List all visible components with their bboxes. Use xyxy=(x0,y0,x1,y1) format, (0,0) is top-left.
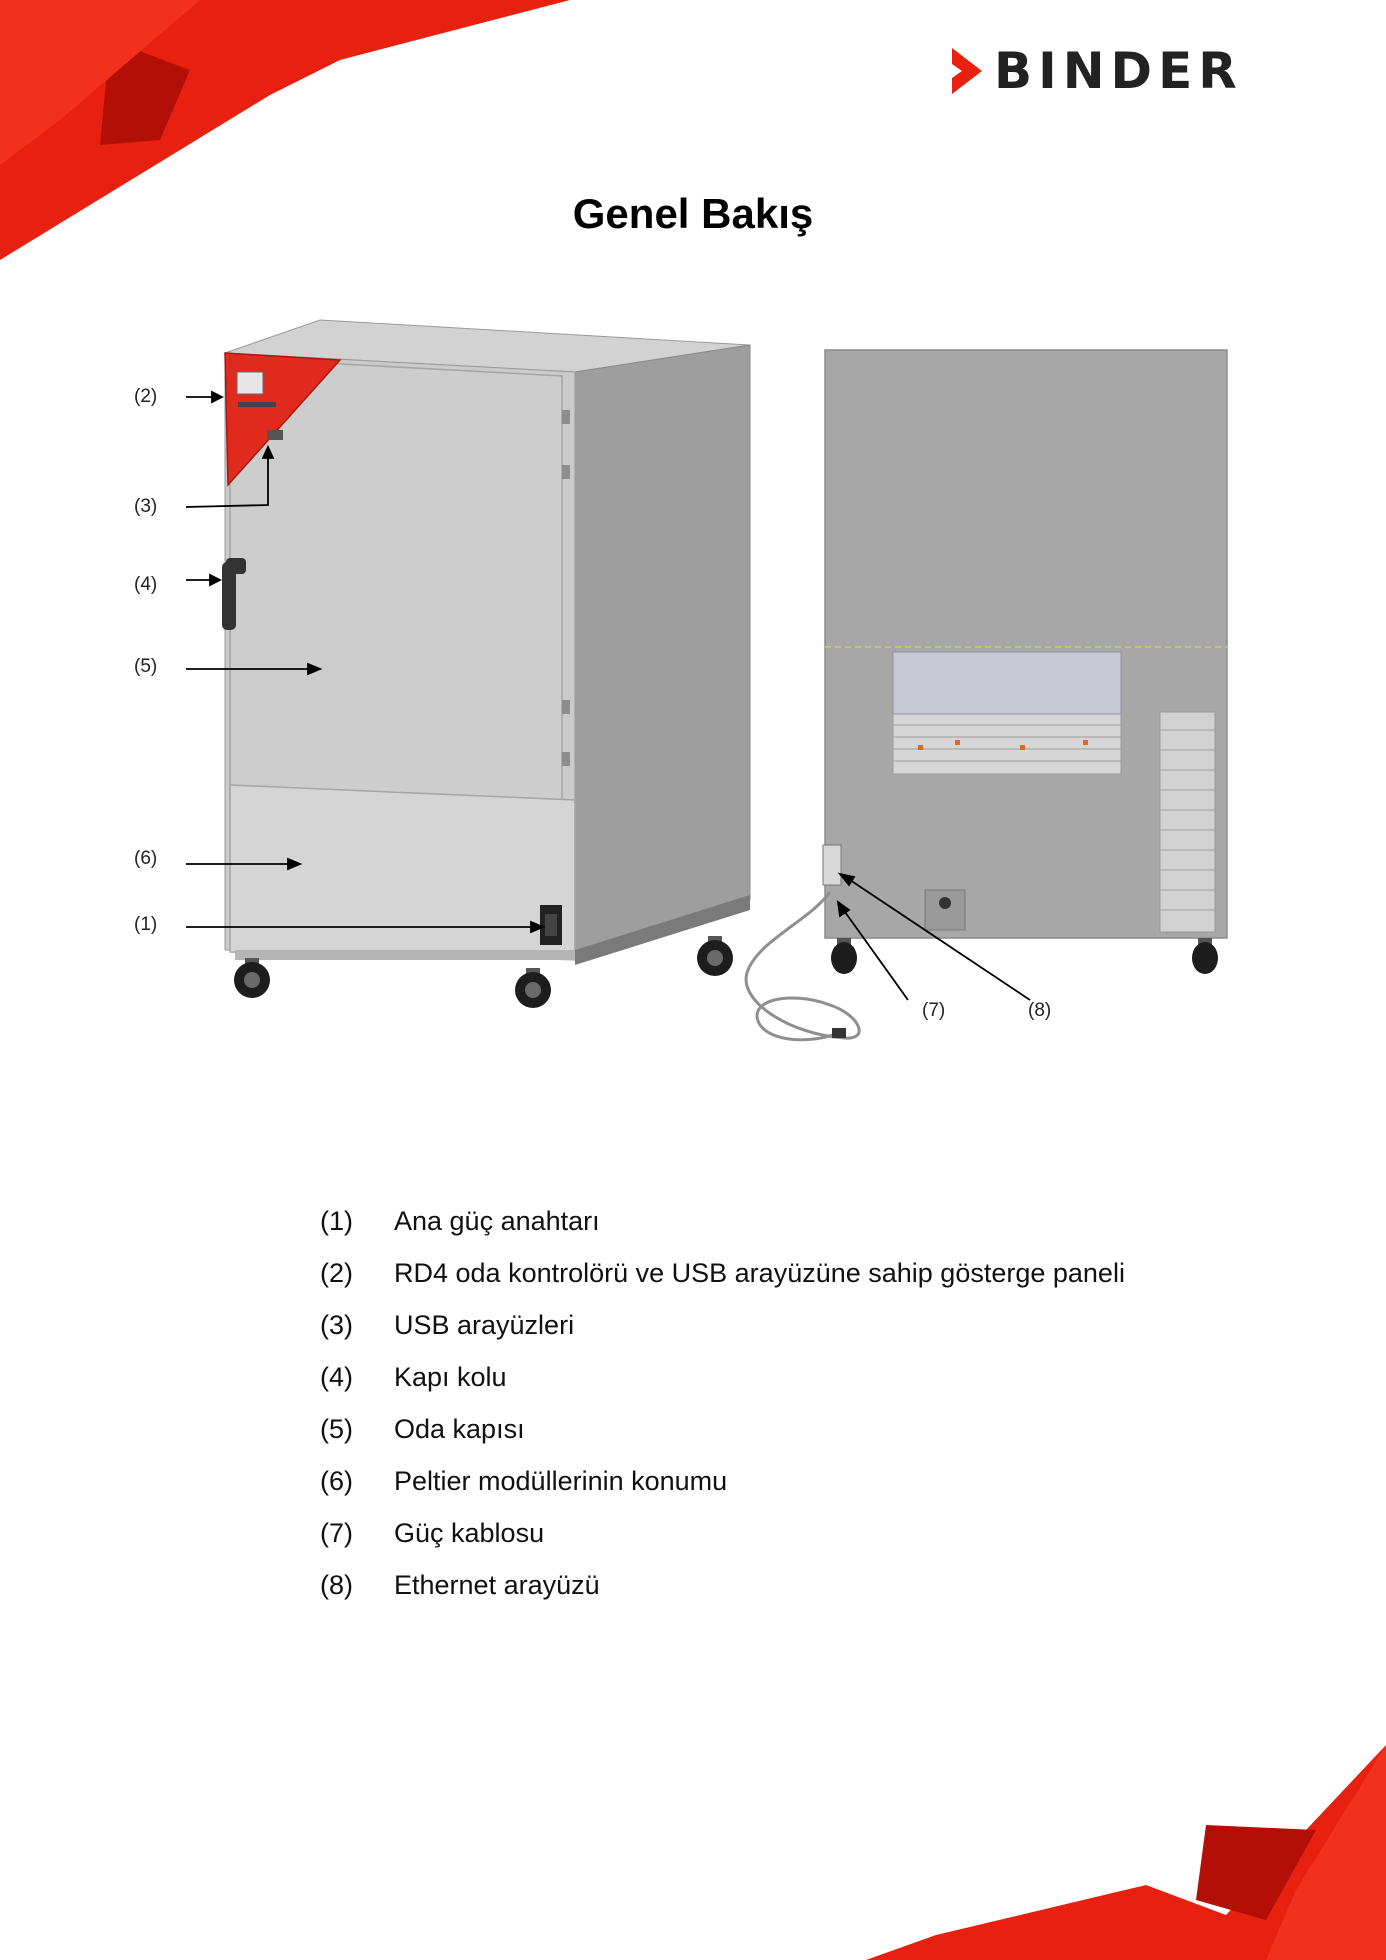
legend-text: Kapı kolu xyxy=(394,1362,507,1392)
legend-number: (7) xyxy=(320,1518,353,1548)
caster xyxy=(831,938,857,974)
legend-item xyxy=(320,1195,1220,1247)
legend-item xyxy=(320,1247,1220,1299)
bottom-right-red-corner-decoration xyxy=(866,1740,1386,1960)
legend-item xyxy=(320,1507,1220,1559)
legend-item xyxy=(320,1455,1220,1507)
legend-number: (2) xyxy=(320,1258,353,1288)
legend-text: RD4 oda kontrolörü ve USB arayüzüne sahip gösterge paneli xyxy=(394,1258,1125,1288)
legend-list xyxy=(320,1195,1220,1611)
legend-item xyxy=(320,1351,1220,1403)
front-view-unit xyxy=(222,320,750,1008)
callout-label: (8) xyxy=(1028,1000,1052,1021)
legend-number: (8) xyxy=(320,1570,353,1600)
caster xyxy=(515,968,551,1008)
callout-label: (2) xyxy=(134,386,158,407)
legend-text: Peltier modüllerinin konumu xyxy=(394,1466,728,1496)
caster xyxy=(1192,938,1218,974)
legend-item xyxy=(320,1403,1220,1455)
legend-text: Oda kapısı xyxy=(394,1414,525,1444)
caster xyxy=(234,958,270,998)
binder-logo-mark-icon xyxy=(950,48,984,94)
legend-text: Güç kablosu xyxy=(394,1518,545,1548)
binder-logo xyxy=(950,42,1243,100)
rear-view-unit xyxy=(746,350,1227,1040)
callout-label: (5) xyxy=(134,656,158,677)
callout-label: (6) xyxy=(134,848,158,869)
legend-number: (5) xyxy=(320,1414,353,1444)
callout-label: (7) xyxy=(922,1000,946,1021)
callout-label: (3) xyxy=(134,496,158,517)
callout-label: (1) xyxy=(134,914,158,935)
caster xyxy=(697,936,733,976)
page-title: Genel Bakış xyxy=(572,190,814,237)
binder-logo-text: BINDER xyxy=(994,42,1243,100)
callout-label: (4) xyxy=(134,574,158,595)
legend-text: USB arayüzleri xyxy=(394,1310,575,1340)
legend-item xyxy=(320,1299,1220,1351)
legend-text: Ana güç anahtarı xyxy=(394,1206,600,1236)
legend-number: (3) xyxy=(320,1310,353,1340)
legend-text: Ethernet arayüzü xyxy=(394,1570,600,1600)
legend-number: (6) xyxy=(320,1466,353,1496)
legend-number: (4) xyxy=(320,1362,353,1392)
legend-item xyxy=(320,1559,1220,1611)
legend-number: (1) xyxy=(320,1206,353,1236)
product-overview-illustration xyxy=(0,300,1386,1060)
